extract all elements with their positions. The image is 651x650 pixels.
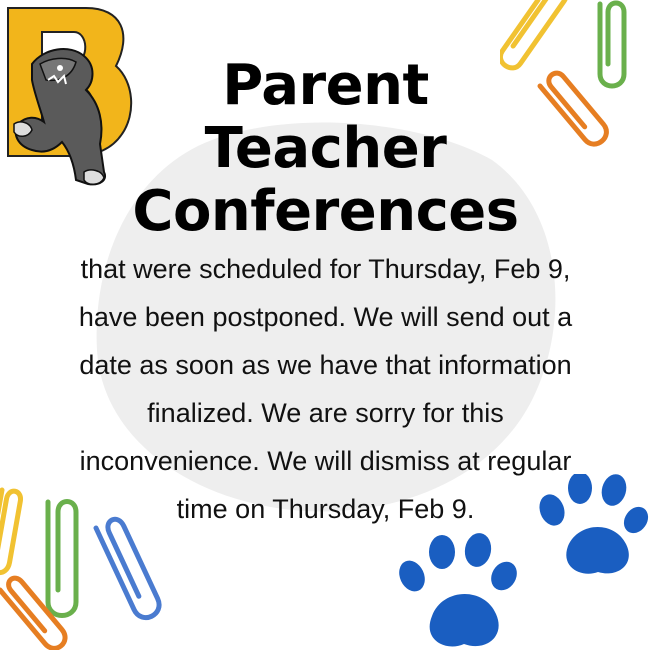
message-line: time on Thursday, Feb 9. (176, 494, 475, 524)
paperclip-icon (0, 489, 22, 574)
message-line: have been postponed. We will send out a (78, 302, 573, 332)
message-line: inconvenience. We will dismiss at regular (79, 446, 572, 476)
paperclip-icon (600, 3, 624, 86)
paperclips-top-right (500, 0, 651, 170)
title-line-teacher: Teacher (204, 116, 447, 181)
title-line-conferences: Conferences (132, 179, 519, 244)
paw-print-icon (398, 531, 522, 646)
paw-prints (398, 474, 651, 650)
title-line-parent: Parent (222, 53, 429, 118)
message-line: that were scheduled for Thursday, Feb 9, (80, 254, 571, 284)
paperclips-bottom-left (0, 480, 180, 650)
paw-print-icon (535, 474, 651, 574)
message-line: date as soon as we have that information (79, 350, 572, 380)
paperclip-icon (500, 0, 569, 72)
paperclip-icon (96, 517, 164, 622)
paperclip-icon (48, 502, 76, 616)
message-line: finalized. We are sorry for this (147, 398, 504, 428)
